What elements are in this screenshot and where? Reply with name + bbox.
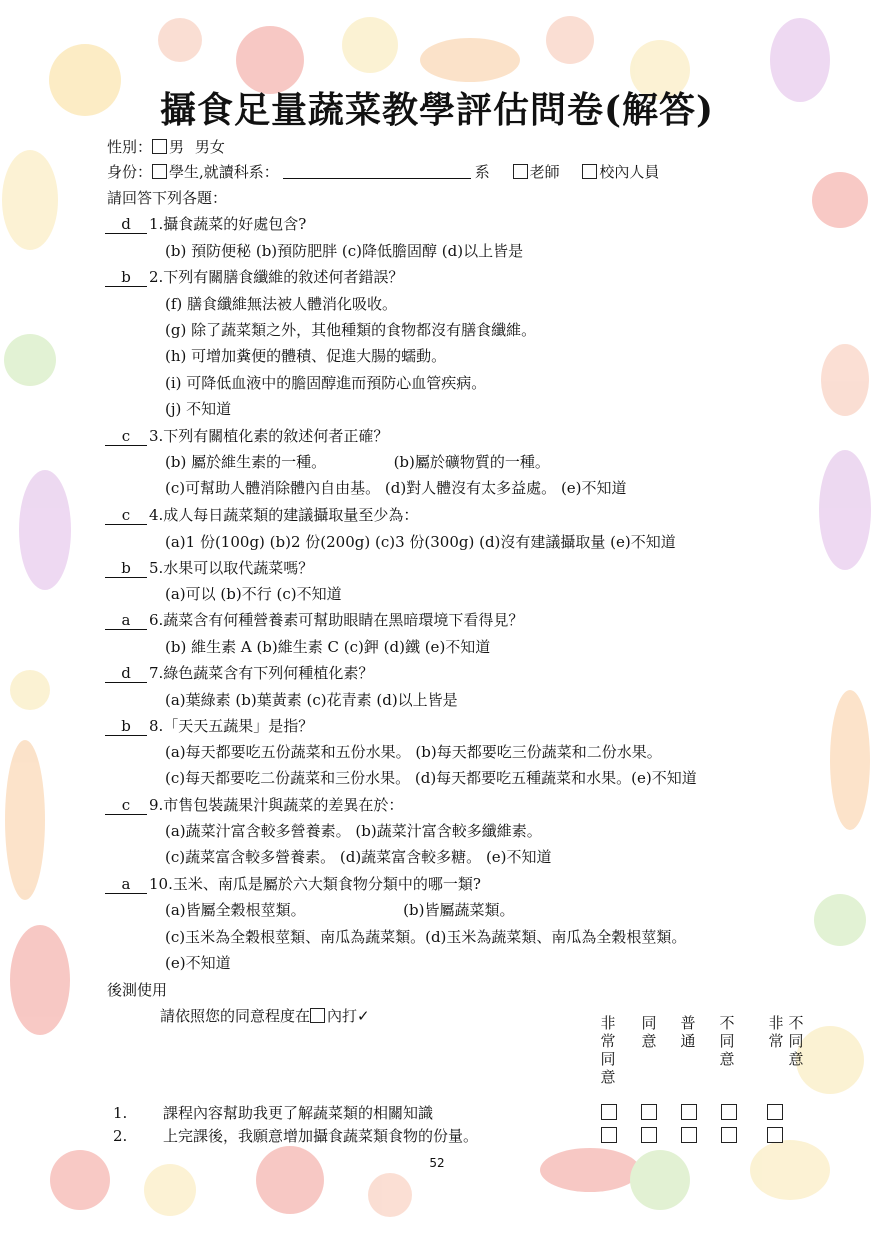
rating-checkbox[interactable] <box>601 1127 617 1143</box>
question-text: 1.攝食蔬菜的好處包含? <box>149 215 307 233</box>
checkbox[interactable] <box>152 139 167 154</box>
question <box>105 214 306 234</box>
question-text: 10.玉米、南瓜是屬於六大類食物分類中的哪一類? <box>149 875 481 893</box>
rating-checkbox[interactable] <box>641 1127 657 1143</box>
question-text: 6.蔬菜含有何種營養素可幫助眼睛在黑暗環境下看得見？ <box>149 611 524 629</box>
answer-blank: a <box>105 875 147 894</box>
answer-blank: b <box>105 268 147 287</box>
scale-header <box>680 1014 696 1050</box>
survey-item-number: 1. <box>113 1104 128 1122</box>
scale-header <box>719 1014 735 1068</box>
rating-checkbox[interactable] <box>767 1104 783 1120</box>
scale-header <box>768 1014 804 1068</box>
identity-label: 身份： <box>107 163 153 181</box>
option-line: (h) 可增加糞便的體積、促進大腸的蠕動。 <box>165 347 447 365</box>
option-line: (i) 可降低血液中的膽固醇進而預防心血管疾病。 <box>165 374 487 392</box>
instruction: 請回答下列各題： <box>107 189 228 207</box>
question <box>105 426 388 446</box>
option-line: (e)不知道 <box>165 954 231 972</box>
option-line: (a)可以 (b)不行 (c)不知道 <box>165 585 342 603</box>
question-text: 8.「天天五蔬果」是指？ <box>149 717 314 735</box>
rating-checkbox[interactable] <box>641 1104 657 1120</box>
checkbox-icon <box>310 1008 325 1023</box>
scale-label: 非 常 同 意 <box>600 1014 616 1086</box>
scale-label: 不 同 意 <box>719 1014 735 1068</box>
question <box>105 716 313 736</box>
post-test-instruction <box>160 1006 370 1026</box>
checkbox[interactable] <box>513 164 528 179</box>
option-line: (a)1 份(100g) (b)2 份(200g) (c)3 份(300g) (d)沒有建議攝取量 (e)不知道 <box>165 533 676 551</box>
answer-blank: a <box>105 611 147 630</box>
option-line: (j) 不知道 <box>165 400 232 418</box>
answer-blank: b <box>105 559 147 578</box>
identity-staff: 校內人員 <box>599 163 660 181</box>
page-number: 52 <box>429 1156 445 1170</box>
scale-label: 非 常 不 同 意 <box>768 1014 804 1068</box>
option-line: (a)葉綠素 (b)葉黃素 (c)花青素 (d)以上皆是 <box>165 691 458 709</box>
instruction-text: 內打 <box>327 1007 358 1025</box>
question <box>105 795 403 815</box>
option-line: (c)每天都要吃二份蔬菜和三份水果。 (d)每天都要吃五種蔬菜和水果。(e)不知道 <box>165 769 697 787</box>
question <box>105 505 418 525</box>
scale-header <box>641 1014 657 1050</box>
identity-row <box>107 162 659 182</box>
option-line: (b) 屬於維生素的一種。 (b)屬於礦物質的一種。 <box>165 453 550 471</box>
question <box>105 267 403 287</box>
option-line: (c)玉米為全穀根莖類、南瓜為蔬菜類。(d)玉米為蔬菜類、南瓜為全穀根莖類。 <box>165 928 687 946</box>
option-line: (f) 膳食纖維無法被人體消化吸收。 <box>165 295 398 313</box>
option-line: (c)可幫助人體消除體內自由基。 (d)對人體沒有太多益處。 (e)不知道 <box>165 479 627 497</box>
question <box>105 874 481 894</box>
rating-checkbox[interactable] <box>681 1104 697 1120</box>
identity-dept-suffix: 系 <box>474 163 490 181</box>
question-text: 9.市售包裝蔬果汁與蔬菜的差異在於： <box>149 796 404 814</box>
rating-checkbox[interactable] <box>721 1104 737 1120</box>
answer-blank: c <box>105 427 147 446</box>
question <box>105 558 313 578</box>
checkbox[interactable] <box>582 164 597 179</box>
question-text: 4.成人每日蔬菜類的建議攝取量至少為： <box>149 506 419 524</box>
answer-blank: c <box>105 796 147 815</box>
question-text: 5.水果可以取代蔬菜嗎？ <box>149 559 314 577</box>
answer-blank: d <box>105 215 147 234</box>
question <box>105 610 523 630</box>
scale-header <box>600 1014 616 1086</box>
gender-option-1: 男 <box>169 138 185 156</box>
option-line: (a)每天都要吃五份蔬菜和五份水果。 (b)每天都要吃三份蔬菜和二份水果。 <box>165 743 662 761</box>
rating-checkbox[interactable] <box>767 1127 783 1143</box>
rating-checkbox[interactable] <box>721 1127 737 1143</box>
answer-blank: c <box>105 506 147 525</box>
question-text: 2.下列有關膳食纖維的敘述何者錯誤？ <box>149 268 404 286</box>
option-line: (b) 預防便秘 (b)預防肥胖 (c)降低膽固醇 (d)以上皆是 <box>165 242 524 260</box>
identity-teacher: 老師 <box>529 163 560 181</box>
option-line: (a)蔬菜汁富含較多營養素。 (b)蔬菜汁富含較多纖維素。 <box>165 822 542 840</box>
rating-checkbox[interactable] <box>681 1127 697 1143</box>
answer-blank: b <box>105 717 147 736</box>
check-mark-icon: ✓ <box>357 1007 370 1025</box>
post-test-heading: 後測使用 <box>107 981 168 999</box>
question <box>105 663 373 683</box>
option-line: (g) 除了蔬菜類之外，其他種類的食物都沒有膳食纖維。 <box>165 321 537 339</box>
answer-blank: d <box>105 664 147 683</box>
gender-label: 性別： <box>107 138 153 156</box>
option-line: (a)皆屬全穀根莖類。 (b)皆屬蔬菜類。 <box>165 901 515 919</box>
survey-item-text: 課程內容幫助我更了解蔬菜類的相關知識 <box>163 1104 434 1122</box>
page-title: 攝食足量蔬菜教學評估問卷(解答) <box>159 89 715 131</box>
checkbox[interactable] <box>152 164 167 179</box>
gender-option-2: 男女 <box>194 138 225 156</box>
question-text: 7.綠色蔬菜含有下列何種植化素？ <box>149 664 374 682</box>
rating-checkbox[interactable] <box>601 1104 617 1120</box>
scale-label: 普 通 <box>680 1014 696 1050</box>
instruction-text: 請依照您的同意程度在 <box>160 1007 311 1025</box>
gender-row <box>107 137 225 157</box>
department-field[interactable] <box>283 164 471 179</box>
survey-item-text: 上完課後，我願意增加攝食蔬菜類食物的份量。 <box>163 1127 479 1145</box>
question-text: 3.下列有關植化素的敘述何者正確？ <box>149 427 389 445</box>
option-line: (b) 維生素 A (b)維生素 C (c)鉀 (d)鐵 (e)不知道 <box>165 638 491 656</box>
option-line: (c)蔬菜富含較多營養素。 (d)蔬菜富含較多糖。 (e)不知道 <box>165 848 552 866</box>
identity-student: 學生,就讀科系： <box>169 163 279 181</box>
survey-item-number: 2. <box>113 1127 128 1145</box>
scale-label: 同 意 <box>641 1014 657 1050</box>
